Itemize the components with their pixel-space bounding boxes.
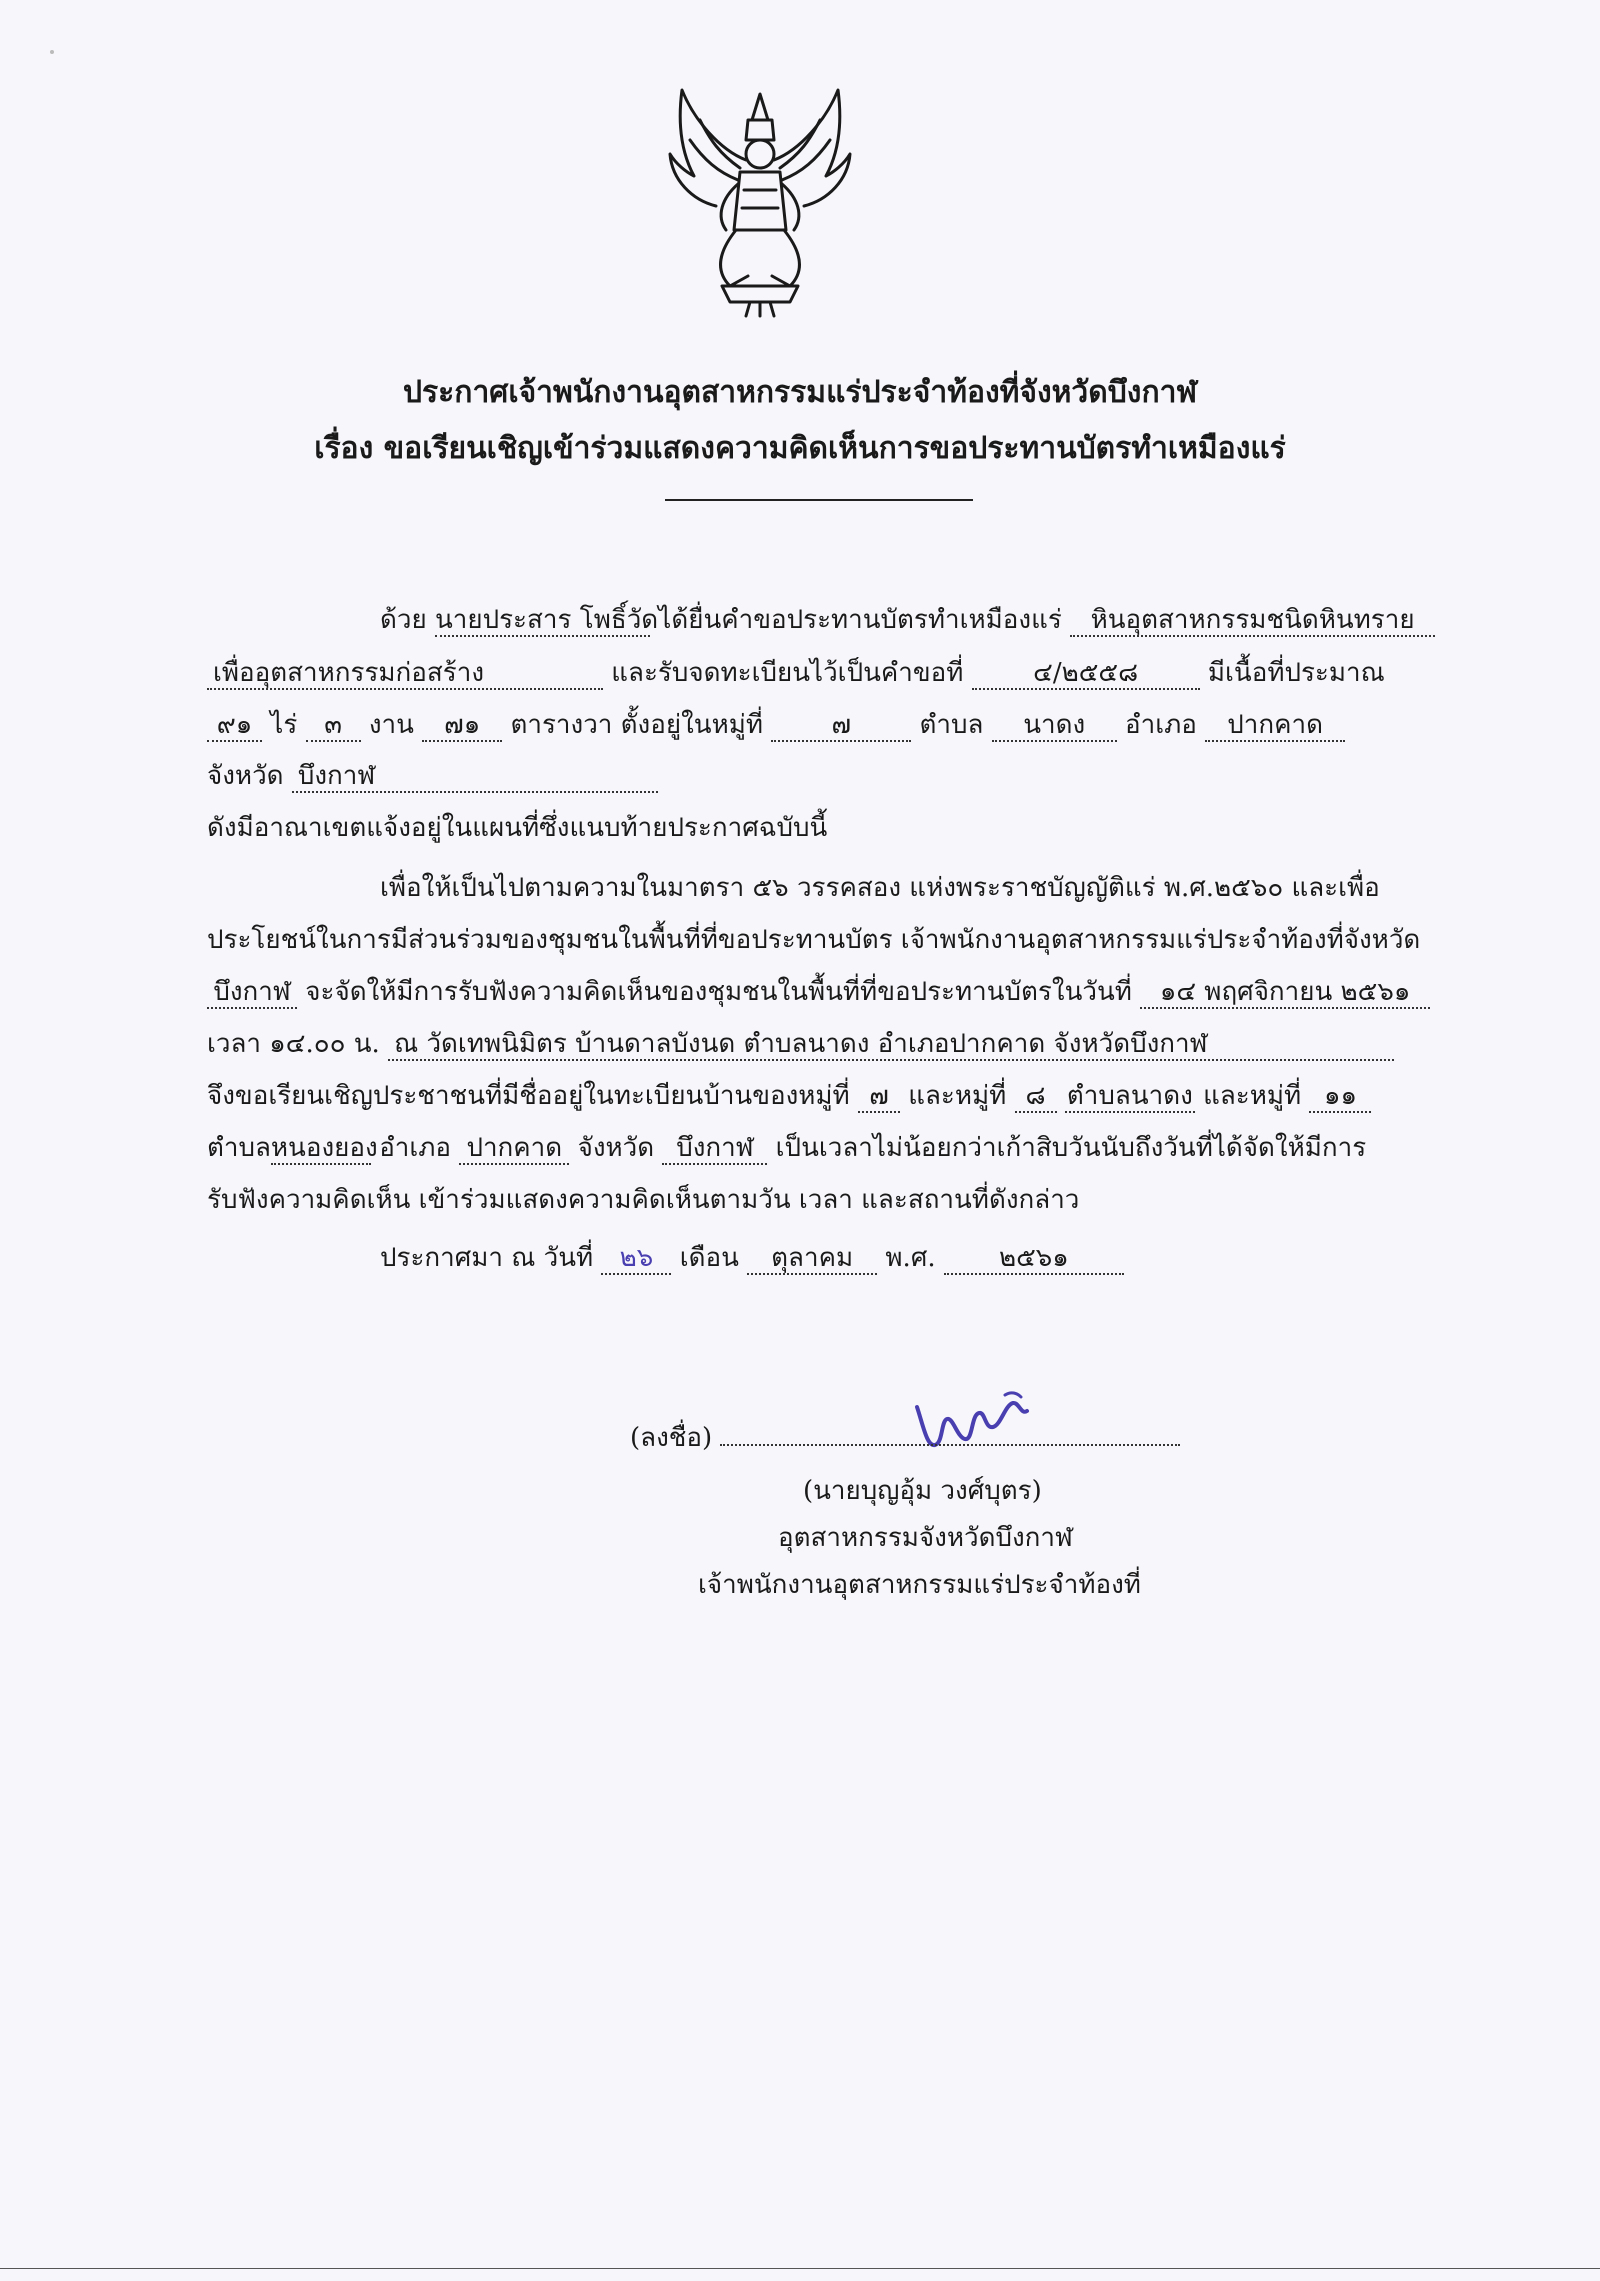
tambon-label: ตำบล (919, 710, 984, 740)
scan-speck (50, 50, 54, 54)
rai-field: ๙๑ (207, 710, 262, 742)
signer-position-1: อุตสาหกรรมจังหวัดบึงกาฬ (778, 1523, 1073, 1553)
purpose-field: เพื่ออุตสาหกรรมก่อสร้าง (207, 658, 603, 690)
signer-position-2: เจ้าพนักงานอุตสาหกรรมแร่ประจำท้องที่ (698, 1570, 1141, 1600)
province-label: จังหวัด (207, 761, 284, 791)
venue-field: ณ วัดเทพนิมิตร บ้านดาลบังนด ตำบลนาดง อำเภอปากคาด จังหวัดบึงกาฬ (388, 1029, 1394, 1061)
tambon-field: นาดง (992, 710, 1117, 742)
rai-label: ไร่ (270, 710, 298, 740)
amphoe-label: อำเภอ (1124, 710, 1197, 740)
province-field: บึงกาฬ (292, 761, 658, 793)
announce-date-line (380, 1240, 1124, 1276)
ngan-field: ๓ (306, 710, 361, 742)
para1-line3 (207, 707, 1345, 743)
para2-line4 (207, 1026, 1394, 1062)
moo-field: ๗ (771, 710, 911, 742)
amphoe-label: อำเภอ (379, 1133, 452, 1163)
hearing-time: ๑๔.๐๐ น. (269, 1029, 380, 1059)
para2-line2: ประโยชน์ในการมีส่วนร่วมของชุมชนในพื้นที่ที่ขอประทานบัตร เจ้าพนักงานอุตสาหกรรมแร่ประจำท้องที่จังหวัด (207, 925, 1421, 955)
province-field: บึงกาฬ (207, 977, 297, 1009)
mineral-field: หินอุตสาหกรรมชนิดหินทราย (1070, 605, 1435, 637)
sign-line (630, 1420, 1180, 1456)
ngan-label: งาน (368, 710, 414, 740)
para2-line5 (207, 1078, 1371, 1114)
announce-prefix: ประกาศมา ณ วันที่ (380, 1243, 594, 1273)
title-line-2: เรื่อง ขอเรียนเชิญเข้าร่วมแสดงความคิดเห็นการขอประทานบัตรทำเหมืองแร่ (314, 431, 1286, 466)
amphoe-field: ปากคาด (459, 1133, 569, 1165)
scan-edge-line (0, 2268, 1600, 2269)
para1-text: และรับจดทะเบียนไว้เป็นคำขอที่ (611, 658, 964, 688)
garuda-emblem-icon (660, 80, 860, 320)
para2-line3 (207, 974, 1430, 1010)
month-label: เดือน (679, 1243, 739, 1273)
title-divider (665, 499, 973, 501)
para2-line1: เพื่อให้เป็นไปตามความในมาตรา ๕๖ วรรคสอง แห่งพระราชบัญญัติแร่ พ.ศ.๒๕๖๐ และเพื่อ (380, 873, 1380, 903)
para1-line2 (207, 655, 1385, 691)
wa-field: ๗๑ (422, 710, 502, 742)
signer-name: (นายบุญอุ้ม วงศ์บุตร) (803, 1476, 1042, 1506)
announce-month-field: ตุลาคม (747, 1243, 877, 1275)
sign-label: (ลงชื่อ) (630, 1423, 713, 1453)
para1-text: ได้ยื่นคำขอประทานบัตรทำเหมืองแร่ (658, 605, 1062, 635)
para2-line6 (207, 1130, 1366, 1166)
amphoe-field: ปากคาด (1205, 710, 1345, 742)
tambon2-field: หนองยอง (270, 1133, 378, 1163)
applicant-field: นายประสาร โพธิ์วัด (434, 605, 659, 635)
moo-label: ตั้งอยู่ในหมู่ที่ (620, 710, 763, 740)
hearing-date-field: ๑๔ พฤศจิกายน ๒๕๖๑ (1140, 977, 1430, 1009)
para2-text: และหมู่ที่ (1203, 1081, 1302, 1111)
moo1-field: ๗ (858, 1081, 900, 1113)
title-line-1: ประกาศเจ้าพนักงานอุตสาหกรรมแร่ประจำท้องที่จังหวัดบึงกาฬ (403, 375, 1197, 410)
para2-text: เป็นเวลาไม่น้อยกว่าเก้าสิบวันนับถึงวันที่ได้จัดให้มีการ (775, 1133, 1367, 1163)
para2-text: ตำบล (207, 1133, 271, 1163)
para1-line4 (207, 758, 658, 794)
tambon1-field: ตำบลนาดง (1065, 1081, 1195, 1113)
announce-day-field: ๒๖ (601, 1243, 671, 1275)
moo3-field: ๑๑ (1309, 1081, 1371, 1113)
year-label: พ.ศ. (885, 1243, 936, 1273)
province2-field: บึงกาฬ (662, 1133, 767, 1165)
para1-text: ด้วย (380, 605, 427, 635)
para2-line7: รับฟังความคิดเห็น เข้าร่วมแสดงความคิดเห็นตามวัน เวลา และสถานที่ดังกล่าว (207, 1185, 1080, 1215)
moo2-field: ๘ (1015, 1081, 1057, 1113)
para2-text: และหมู่ที่ (908, 1081, 1007, 1111)
para2-text: จะจัดให้มีการรับฟังความคิดเห็นของชุมชนในพื้นที่ที่ขอประทานบัตรในวันที่ (305, 977, 1132, 1007)
province-label: จังหวัด (577, 1133, 655, 1163)
request-number-field: ๔/๒๕๕๘ (972, 658, 1200, 690)
time-label: เวลา (207, 1029, 262, 1059)
map-reference-line: ดังมีอาณาเขตแจ้งอยู่ในแผนที่ซึ่งแนบท้ายประกาศฉบับนี้ (207, 813, 828, 843)
para1-line1 (380, 602, 1435, 638)
para1-text: มีเนื้อที่ประมาณ (1207, 658, 1385, 688)
announce-year-field: ๒๕๖๑ (944, 1243, 1124, 1275)
wa-label: ตารางวา (510, 710, 613, 740)
para2-text: จึงขอเรียนเชิญประชาชนที่มีชื่ออยู่ในทะเบียนบ้านของหมู่ที่ (207, 1081, 850, 1111)
signature-field (720, 1444, 1180, 1446)
